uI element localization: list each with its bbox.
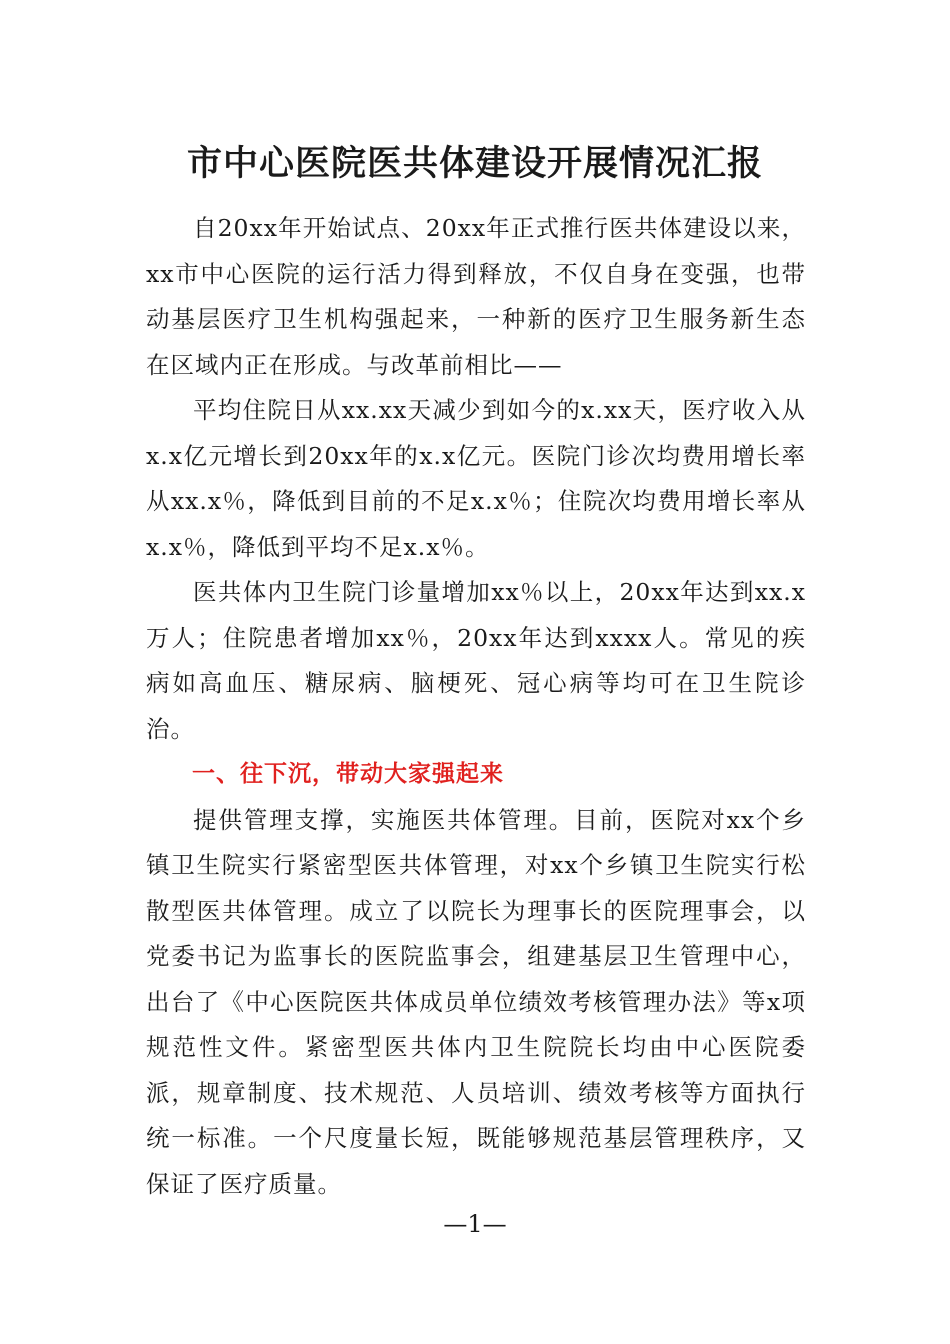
section-heading: 一、往下沉，带动大家强起来 [192,761,504,787]
document-title: 市中心医院医共体建设开展情况汇报 [186,143,763,184]
paragraph-management: 提供管理支撑，实施医共体管理。目前，医院对xx个乡镇卫生院实行紧密型医共体管理，对xx个乡镇卫生院实行松散型医共体管理。成立了以院长为理事长的医院理事会，以党委书记为监事长的医院监事会，组建基层卫生管理中心，出台了《中心医院医共体成员单位绩效考核管理办法》等x项规范性文件。紧密型医共体内卫生院院长均由中心医院委派，规章制度、技术规范、人员培训、绩效考核等方面执行统一标准。一个尺度量长短，既能够规范基层管理秩序，又保证了医疗质量。 [146,805,806,1198]
paragraph-intro: 自20xx年开始试点、20xx年正式推行医共体建设以来，xx市中心医院的运行活力得到释放，不仅自身在变强，也带动基层医疗卫生机构强起来，一种新的医疗卫生服务新生态在区域内正在形成。与改革前相比—— [146,214,806,379]
paragraph-hospital-stats: 平均住院日从xx.xx天减少到如今的x.xx天，医疗收入从x.x亿元增长到20xx年的x.x亿元。医院门诊次均费用增长率从xx.x％，降低到目前的不足x.x％；住院次均费用增长率从x.x％，降低到平均不足x.x％。 [146,396,806,561]
paragraph-clinic-stats: 医共体内卫生院门诊量增加xx％以上，20xx年达到xx.x万人；住院患者增加xx％，20xx年达到xxxx人。常见的疾病如高血压、糖尿病、脑梗死、冠心病等均可在卫生院诊治。 [146,578,806,743]
document-body [146,206,806,1207]
page-number: —1— [443,1210,507,1238]
